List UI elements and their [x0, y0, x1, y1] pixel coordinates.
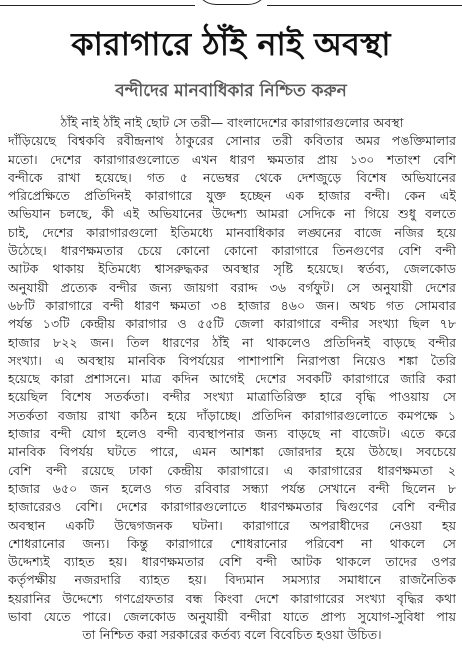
body-line: বেশি বন্দী রয়েছে ঢাকা কেন্দ্রীয় কারাগারে। এ কারাগারের ধারণক্ষমতা ২ — [8, 462, 456, 478]
body-line: অবস্থান একটি উদ্বেগজনক ঘটনা। কারাগারে অপরাধীদের নেওয়া হয় — [8, 517, 456, 533]
body-line: চাই, দেশের কারাগারগুলো ইতিমধ্যে মানবাধিকার লঙ্ঘনের বাজে নজির হয়ে — [8, 224, 456, 240]
body-line: মানবিক বিপর্যয় ঘটতে পারে, এমন আশঙ্কা জোরদার হয়ে উঠছে। সবচেয়ে — [8, 444, 456, 460]
body-line: উদ্দেশ্যই ব্যাহত হয়। ধারণক্ষমতার বেশি বন্দী আটক থাকলে তাদের ওপর — [8, 554, 456, 570]
body-line: হাজার বন্দী যোগ হলেও বন্দী ব্যবস্থাপনার জন্য বাড়ছে না বাজেট। এতে করে — [8, 426, 456, 442]
body-line: অভিযান চলছে, কী এই অভিযানের উদ্দেশ্য আমরা সেদিকে না গিয়ে শুধু বলতে — [8, 206, 456, 222]
body-line: ঠাঁই নাই ঠাঁই নাই ছোট সে তরী— বাংলাদেশের কারাগারগুলোর অবস্থা — [60, 115, 404, 130]
body-line: শোধরানোর জন্য। কিন্তু কারাগারে শোধরানোর পরিবেশ না থাকলে সে — [8, 535, 456, 551]
body-line: হাজারেরও বেশি। দেশের কারাগারগুলোতে ধারণক্ষমতার দ্বিগুণের বেশি বন্দীর — [8, 499, 456, 515]
body-line: ভাবা যেতে পারে। জেলকোড অনুযায়ী বন্দীরা যাতে প্রাপ্য সুযোগ-সুবিধা পায় — [8, 609, 456, 625]
top-decorative-rule — [0, 0, 462, 14]
body-line: আটক থাকায় ইতিমধ্যে শ্বাসরুদ্ধকর অবস্থার সৃষ্টি হয়েছে। স্বর্তব্য, জেলকোড — [8, 261, 456, 277]
body-line: কর্তৃপক্ষীয় নজরদারি ব্যাহত হয়। বিদ্যমান সমস্যার সমাধানে রাজনৈতিক — [8, 572, 456, 588]
body-line: তা নিশ্চিত করা সরকারের কর্তব্য বলে বিবেচিত হওয়া উচিত। — [82, 627, 382, 643]
top-rule-notch — [195, 0, 269, 5]
body-line: উঠেছে। ধারণক্ষমতার চেয়ে কোনো কোনো কারাগারে তিনগুণের বেশি বন্দী — [8, 243, 456, 259]
subheadline: বন্দীদের মানবাধিকার নিশ্চিত করুন — [115, 81, 347, 101]
body-line: হাজার ৮২২ জন। তিল ধারণের ঠাঁই না থাকলেও প্রতিদিনই বাড়ছে বন্দীর — [8, 334, 456, 350]
body-line: ৬৮টি কারাগারে বন্দী ধারণ ক্ষমতা ৩৪ হাজার ৪৬০ জন। অথচ গত সোমবার — [8, 297, 456, 313]
body-line: পরিপ্রেক্ষিতে প্রতিদিনই কারাগারে যুক্ত হচ্ছেন এক হাজার বন্দী। কেন এই — [8, 188, 456, 204]
body-line: হয়েছে কারা প্রশাসনে। মাত্র কদিন আগেই দেশের সবকটি কারাগারে জারি করা — [8, 371, 456, 387]
body-line: সংখ্যা। এ অবস্থায় মানবিক বিপর্যয়ের পাশাপাশি নিরাপত্তা নিয়েও শঙ্কা তৈরি — [8, 352, 456, 368]
body-line: পর্যন্ত ১৩টি কেন্দ্রীয় কারাগার ও ৫৫টি জেলা কারাগারে বন্দীর সংখ্যা ছিল ৭৮ — [8, 316, 456, 332]
headline: কারাগারে ঠাঁই নাই অবস্থা — [71, 25, 391, 63]
body-line: দাঁড়িয়েছে বিশ্বকবি রবীন্দ্রনাথ ঠাকুরের সোনার তরী কবিতার অমর পঙক্তিমালার — [8, 133, 456, 149]
body-line: হাজার ৬৫০ জন হলেও গত রবিবার সন্ধ্যা পর্যন্ত সেখানে বন্দী ছিলেন ৮ — [8, 480, 456, 496]
article-body — [8, 114, 456, 645]
body-line: মতো। দেশের কারাগারগুলোতে এখন ধারণ ক্ষমতার প্রায় ১৩০ শতাংশ বেশি — [8, 151, 456, 167]
body-line: হয়েছিল বিশেষ সতর্কতা। বন্দীর সংখ্যা মাত্রাতিরিক্ত হারে বৃদ্ধি পাওয়ায় সে — [8, 389, 456, 405]
body-line: হয়রানির উদ্দেশ্যে গণগ্রেফতার বন্ধ কিংবা দেশে কারাগারের সংখ্যা বৃদ্ধির কথা — [8, 590, 456, 606]
body-line: সতর্কতা বজায় রাখা কঠিন হয়ে দাঁড়াচ্ছে। প্রতিদিন কারাগারগুলোতে কমপক্ষে ১ — [8, 407, 456, 423]
body-line: বন্দীকে রাখা হয়েছে। গত ৫ নভেম্বর থেকে দেশজুড়ে বিশেষ অভিযানের — [8, 169, 456, 185]
top-rule-left — [0, 5, 195, 6]
top-rule-right — [267, 5, 462, 6]
body-line: অনুযায়ী প্রত্যেক বন্দীর জন্য জায়গা বরাদ্দ ৩৬ বর্গফুট। সে অনুযায়ী দেশের — [8, 279, 456, 295]
